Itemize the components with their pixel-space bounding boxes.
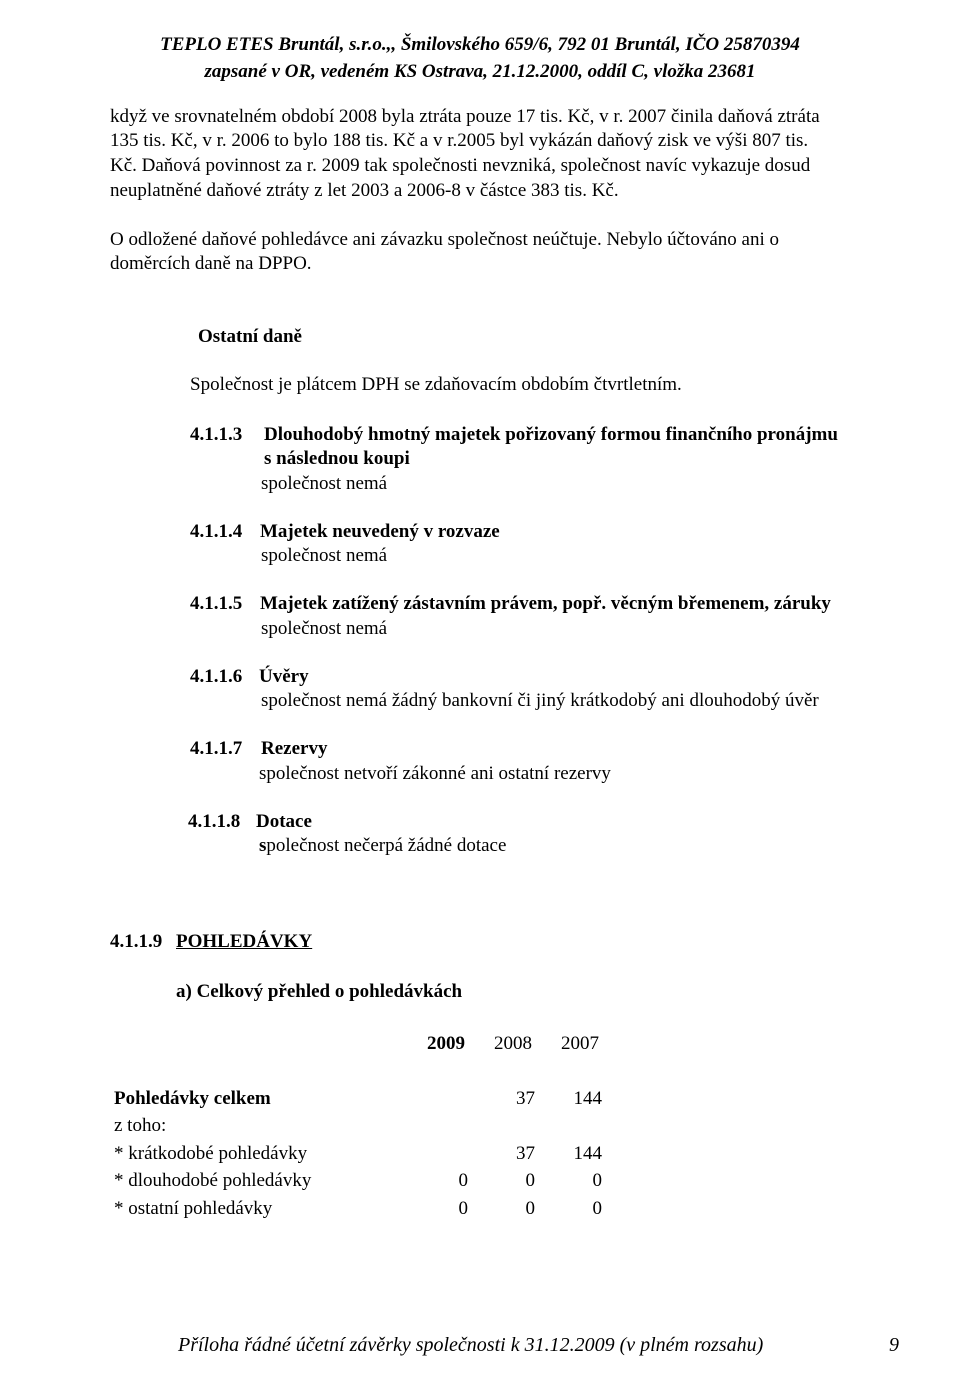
section-4-1-1-4-number: 4.1.1.4: [190, 521, 243, 542]
header-company-line: TEPLO ETES Bruntál, s.r.o.,, Šmilovského 659/6, 792 01 Bruntál, IČO 25870394: [160, 34, 800, 55]
deferred-line-1: O odložené daňové pohledávce ani závazku společnost neúčtuje. Nebylo účtováno ani o: [110, 229, 779, 250]
section-4-1-1-3-number: 4.1.1.3: [190, 424, 243, 445]
row-long-term-2008: 0: [525, 1170, 535, 1191]
row-other-2007: 0: [592, 1198, 602, 1219]
section-4-1-1-8-title: Dotace: [256, 811, 312, 832]
year-header-2008: 2008: [494, 1033, 532, 1054]
section-4-1-1-4-text: společnost nemá: [261, 545, 388, 566]
row-other-2008: 0: [525, 1198, 535, 1219]
section-4-1-1-8-number: 4.1.1.8: [188, 811, 241, 832]
row-long-term-2009: 0: [458, 1170, 468, 1191]
section-4-1-1-8-text-rest: polečnost nečerpá žádné dotace: [266, 835, 507, 856]
row-total-2007: 144: [573, 1088, 602, 1109]
row-label-short-term: * krátkodobé pohledávky: [114, 1143, 308, 1164]
row-total-2008: 37: [516, 1088, 535, 1109]
row-label-of-which: z toho:: [114, 1115, 167, 1136]
section-4-1-1-4-title: Majetek neuvedený v rozvaze: [260, 521, 500, 542]
section-4-1-1-6-title: Úvěry: [259, 666, 309, 687]
section-4-1-1-8-text: [259, 835, 506, 857]
section-4-1-1-5-text: společnost nemá: [261, 618, 388, 639]
year-header-2009: 2009: [427, 1033, 465, 1054]
year-header-2007: 2007: [561, 1033, 599, 1054]
section-4-1-1-3-title: Dlouhodobý hmotný majetek pořizovaný formou finančního pronájmu: [264, 424, 838, 445]
footer-text: Příloha řádné účetní závěrky společnosti k 31.12.2009 (v plném rozsahu): [178, 1334, 764, 1356]
intro-line-3: Kč. Daňová povinnost za r. 2009 tak společnosti nevzniká, společnost navíc vykazuje dosud: [110, 155, 811, 176]
row-long-term-2007: 0: [592, 1170, 602, 1191]
intro-line-1: když ve srovnatelném období 2008 byla ztráta pouze 17 tis. Kč, v r. 2007 činila daňová ztráta: [110, 106, 820, 127]
deferred-line-2: doměrcích daně na DPPO.: [110, 253, 312, 274]
row-short-term-2007: 144: [573, 1143, 602, 1164]
header-registry-line: zapsané v OR, vedeném KS Ostrava, 21.12.2000, oddíl C, vložka 23681: [204, 61, 756, 82]
row-label-total: Pohledávky celkem: [114, 1088, 271, 1109]
intro-line-4: neuplatněné daňové ztráty z let 2003 a 2006-8 v částce 383 tis. Kč.: [110, 180, 619, 201]
section-4-1-1-7-title: Rezervy: [261, 738, 328, 759]
intro-line-2: 135 tis. Kč, v r. 2006 to bylo 188 tis. Kč a v r.2005 byl vykázán daňový zisk ve výši 807 tis.: [110, 130, 809, 151]
section-4-1-1-7-number: 4.1.1.7: [190, 738, 243, 759]
section-4-1-1-8-text-first: s: [259, 835, 267, 856]
section-4-1-1-6-text: společnost nemá žádný bankovní či jiný krátkodobý ani dlouhodobý úvěr: [261, 690, 819, 711]
other-taxes-text: Společnost je plátcem DPH se zdaňovacím obdobím čtvrtletním.: [190, 374, 682, 395]
row-label-long-term: * dlouhodobé pohledávky: [114, 1170, 312, 1191]
receivables-subtitle: a) Celkový přehled o pohledávkách: [176, 981, 463, 1002]
section-4-1-1-3-title-cont: s následnou koupi: [264, 448, 410, 469]
other-taxes-title: Ostatní daně: [198, 326, 302, 347]
section-4-1-1-6-number: 4.1.1.6: [190, 666, 243, 687]
section-4-1-1-3-text: společnost nemá: [261, 473, 388, 494]
section-4-1-1-9-title: POHLEDÁVKY: [176, 931, 313, 952]
row-short-term-2008: 37: [516, 1143, 535, 1164]
row-label-other: * ostatní pohledávky: [114, 1198, 273, 1219]
page-number: 9: [889, 1334, 899, 1356]
section-4-1-1-7-text: společnost netvoří zákonné ani ostatní rezervy: [259, 763, 611, 784]
section-4-1-1-5-number: 4.1.1.5: [190, 593, 243, 614]
section-4-1-1-9-number: 4.1.1.9: [110, 931, 163, 952]
row-other-2009: 0: [458, 1198, 468, 1219]
section-4-1-1-5-title: Majetek zatížený zástavním právem, popř. věcným břemenem, záruky: [260, 593, 831, 614]
